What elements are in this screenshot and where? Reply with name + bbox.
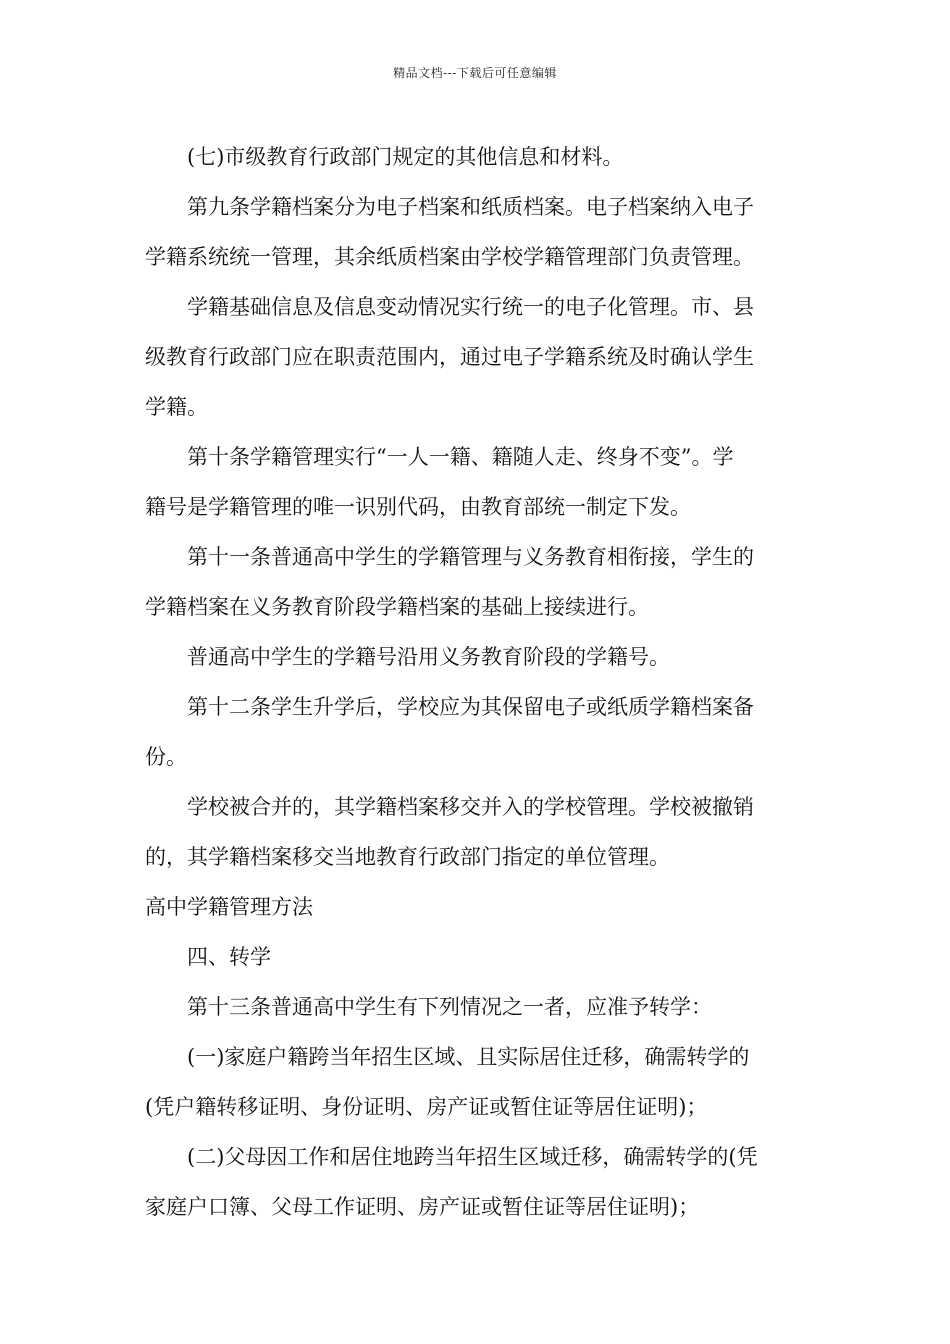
text-line: 高中学籍管理方法: [145, 895, 313, 919]
paragraph: [145, 982, 810, 1032]
paragraph: [145, 1032, 810, 1132]
text-line: 籍号是学籍管理的唯一识别代码，由教育部统一制定下发。: [145, 495, 691, 519]
text-line: 学校被合并的，其学籍档案移交并入的学校管理。学校被撤销: [187, 795, 754, 819]
paragraph: [145, 782, 810, 882]
text-line: 份。: [145, 745, 187, 769]
text-line: (七)市级教育行政部门规定的其他信息和材料。: [187, 145, 624, 169]
page-header: 精品文档---下载后可任意编辑: [393, 66, 557, 80]
text-line: 学籍。: [145, 395, 208, 419]
paragraph: [145, 432, 810, 532]
section-heading: [145, 882, 810, 932]
text-line: 家庭户口簿、父母工作证明、房产证或暂住证等居住证明)；: [145, 1195, 700, 1219]
document-body: [145, 132, 810, 1232]
paragraph: [145, 932, 810, 982]
paragraph: [145, 282, 810, 432]
text-line: 第十三条普通高中学生有下列情况之一者，应准予转学：: [187, 995, 712, 1019]
text-line: 学籍基础信息及信息变动情况实行统一的电子化管理。市、县: [187, 295, 754, 319]
paragraph: [145, 682, 810, 782]
text-line: (凭户籍转移证明、身份证明、房产证或暂住证等居住证明)；: [145, 1095, 708, 1119]
text-line: 第十二条学生升学后，学校应为其保留电子或纸质学籍档案备: [187, 695, 754, 719]
text-line: 普通高中学生的学籍号沿用义务教育阶段的学籍号。: [187, 645, 670, 669]
text-line: 第十一条普通高中学生的学籍管理与义务教育相衔接，学生的: [187, 545, 754, 569]
text-line: (一)家庭户籍跨当年招生区域、且实际居住迁移，确需转学的: [187, 1045, 750, 1069]
paragraph: [145, 1132, 810, 1232]
text-line: 学籍档案在义务教育阶段学籍档案的基础上接续进行。: [145, 595, 649, 619]
paragraph: [145, 632, 810, 682]
text-line: 四、转学: [187, 945, 271, 969]
paragraph: [145, 182, 810, 282]
text-line: 第十条学籍管理实行“一人一籍、籍随人走、终身不变”。学: [187, 445, 734, 469]
text-line: 的，其学籍档案移交当地教育行政部门指定的单位管理。: [145, 845, 670, 869]
text-line: 学籍系统统一管理，其余纸质档案由学校学籍管理部门负责管理。: [145, 245, 754, 269]
text-line: (二)父母因工作和居住地跨当年招生区域迁移，确需转学的(凭: [187, 1145, 758, 1169]
paragraph: [145, 532, 810, 632]
paragraph: [145, 132, 810, 182]
text-line: 第九条学籍档案分为电子档案和纸质档案。电子档案纳入电子: [187, 195, 754, 219]
text-line: 级教育行政部门应在职责范围内，通过电子学籍系统及时确认学生: [145, 345, 754, 369]
